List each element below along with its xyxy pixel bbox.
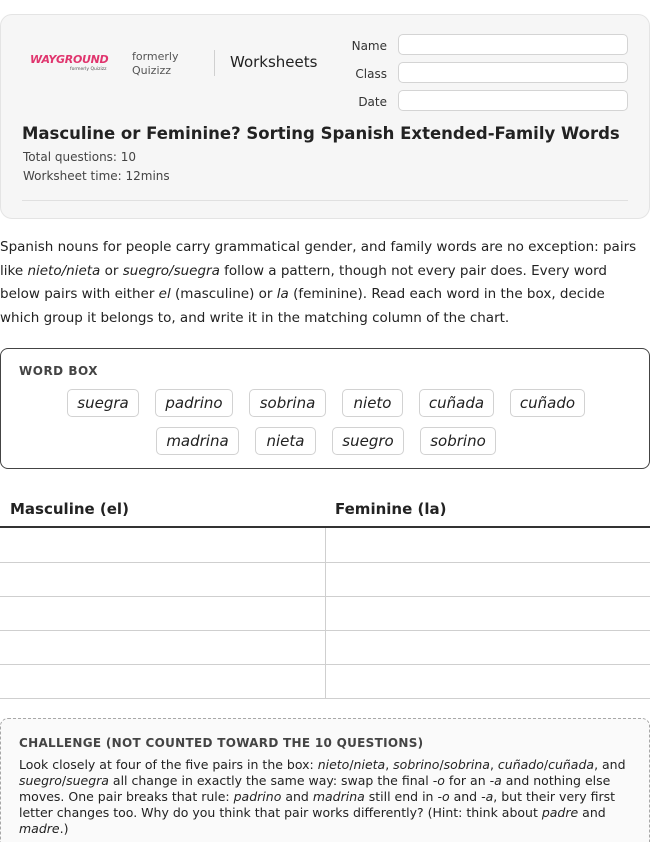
section-label: Worksheets bbox=[230, 53, 318, 71]
page-title: Masculine or Feminine? Sorting Spanish Extended-Family Words bbox=[22, 124, 620, 143]
worksheet-time: Worksheet time: 12mins bbox=[23, 169, 170, 183]
class-field[interactable] bbox=[398, 62, 628, 83]
feminine-column-header: Feminine (la) bbox=[335, 500, 447, 518]
masculine-column-header: Masculine (el) bbox=[10, 500, 129, 518]
challenge-text: Look closely at four of the five pairs in the box: nieto/nieta, sobrino/sobrina, cuñado/cuñada, and suegro/suegra all change in exactly the same way: swap the final -o for an -a and nothing else moves. One pair breaks that rule: padrino and madrina still end in -o and -a, but their very first letter changes too. Why do you think that pair works differently? (Hint: think about padre and madre.) bbox=[19, 757, 626, 836]
logo-wordmark: WAYGROUND bbox=[30, 53, 109, 66]
worksheet-header bbox=[0, 14, 650, 219]
table-row[interactable] bbox=[0, 630, 650, 631]
table-column-divider bbox=[325, 528, 326, 698]
formerly-quizizz-note: formerly Quizizz bbox=[132, 50, 179, 77]
word-chip: sobrina bbox=[249, 389, 326, 417]
date-field[interactable] bbox=[398, 90, 628, 111]
logo-subtext: formerly Quizizz bbox=[70, 67, 107, 72]
word-chip: suegro bbox=[332, 427, 404, 455]
word-chip: cuñada bbox=[419, 389, 494, 417]
word-chip: nieta bbox=[255, 427, 316, 455]
header-divider bbox=[214, 50, 215, 76]
word-chip: madrina bbox=[156, 427, 239, 455]
header-rule bbox=[22, 200, 628, 201]
table-row[interactable] bbox=[0, 596, 650, 597]
word-chip: sobrino bbox=[420, 427, 496, 455]
word-chip: padrino bbox=[155, 389, 233, 417]
table-row[interactable] bbox=[0, 562, 650, 563]
name-field[interactable] bbox=[398, 34, 628, 55]
word-chip: suegra bbox=[67, 389, 139, 417]
table-row[interactable] bbox=[0, 698, 650, 699]
total-questions: Total questions: 10 bbox=[23, 150, 137, 164]
wayground-logo bbox=[30, 53, 120, 75]
date-label: Date bbox=[358, 95, 387, 109]
word-chip: cuñado bbox=[510, 389, 585, 417]
word-box-label: WORD BOX bbox=[19, 364, 98, 378]
challenge-box bbox=[0, 718, 650, 842]
name-label: Name bbox=[351, 39, 387, 53]
table-row[interactable] bbox=[0, 664, 650, 665]
class-label: Class bbox=[355, 67, 387, 81]
word-chip: nieto bbox=[342, 389, 403, 417]
instructions-paragraph: Spanish nouns for people carry grammatical gender, and family words are no exception: pairs like nieto/nieta or suegro/suegra follow a pattern, though not every pair does. Every word below pairs with either el (masculine) or la (feminine). Read each word in the box, decide which group it belongs to, and write it in the matching column of the chart. bbox=[0, 239, 637, 326]
challenge-title: CHALLENGE (NOT COUNTED TOWARD THE 10 QUESTIONS) bbox=[19, 736, 424, 750]
word-box bbox=[0, 348, 650, 469]
